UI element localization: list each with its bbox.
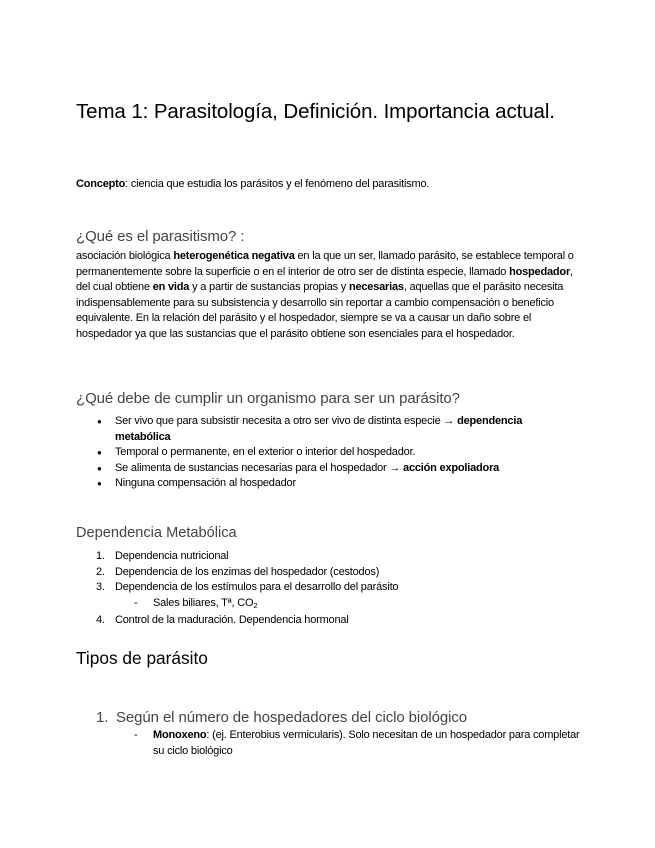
- list-item: ● Se alimenta de sustancias necesarias para el hospedador → acción expoliadora: [76, 461, 576, 477]
- concepto-paragraph: [76, 177, 576, 193]
- parasitismo-bold-3: en vida: [152, 281, 190, 294]
- parasitismo-text-2: en la que un ser, llamado parásito, se establece temporal o permanentemente sobre la superficie o en el interior de otro ser de distinta especie, llamado: [76, 250, 574, 278]
- list-item: 3. Dependencia de los estímulos para el desarrollo del parásito: [96, 581, 399, 594]
- parasitismo-paragraph: [76, 249, 578, 343]
- cumplir-heading: ¿Qué debe de cumplir un organismo para ser un parásito?: [76, 390, 460, 407]
- tipos-item-1-text: Según el número de hospedadores del ciclo biológico: [116, 709, 467, 726]
- parasitismo-text-5: , aquellas que el parásito necesita indispensablemente para su subsistencia y desarrollo sin reportar a cambio compensación o beneficio equivalente. En la relación del parásito y el hospedador, siempre se va a causar un daño sobre el hospedador ya que las sustancias que el parásito obtiene son esenciales para el hospedador.: [76, 281, 564, 340]
- list-item: ● Ninguna compensación al hospedador: [76, 476, 576, 492]
- parasitismo-text-1: asociación biológica: [76, 250, 174, 262]
- list-subitem: - Sales biliares, Tª, $CO_2$: [134, 596, 258, 610]
- tipos-subitem-dash: -: [134, 729, 138, 741]
- tipos-heading: Tipos de parásito: [76, 648, 208, 668]
- parasitismo-bold-4: necesarias: [348, 281, 404, 294]
- document-title: Tema 1: Parasitología, Definición. Importancia actual.: [76, 100, 555, 123]
- tipos-subitem: [153, 728, 583, 759]
- list-item: ● Ser vivo que para subsistir necesita a otro ser vivo de distinta especie → dependencia metabólica: [76, 414, 576, 445]
- parasitismo-bold-1: heterogenética negativa: [173, 250, 295, 262]
- tipos-item-1-num: 1.: [96, 709, 109, 726]
- list-item: 4. Control de la maduración. Dependencia hormonal: [96, 614, 349, 627]
- cumplir-list: [76, 414, 576, 492]
- concepto-label: Concepto: [76, 178, 126, 190]
- parasitismo-heading: ¿Qué es el parasitismo? :: [76, 228, 245, 245]
- monoxeno-text: : (ej. Enterobius vermicularis). Solo necesitan de un hospedador para completar su ciclo biológico: [153, 729, 580, 757]
- list-item: 1. Dependencia nutricional: [96, 550, 229, 562]
- parasitismo-text-4: y a partir de sustancias propias y: [189, 281, 349, 294]
- dependencia-heading: Dependencia Metabólica: [76, 525, 237, 541]
- list-item: ● Temporal o permanente, en el exterior o interior del hospedador.: [76, 445, 576, 461]
- monoxeno-label: Monoxeno: [153, 729, 207, 741]
- parasitismo-bold-2: hospedador: [509, 265, 571, 278]
- dependencia-list: [76, 549, 576, 629]
- list-item: 2. Dependencia de los enzimas del hospedador (cestodos): [96, 565, 380, 578]
- concepto-text: : ciencia que estudia los parásitos y el fenómeno del parasitismo.: [125, 178, 430, 190]
- parasitismo-text-3: , del cual obtiene: [76, 265, 573, 294]
